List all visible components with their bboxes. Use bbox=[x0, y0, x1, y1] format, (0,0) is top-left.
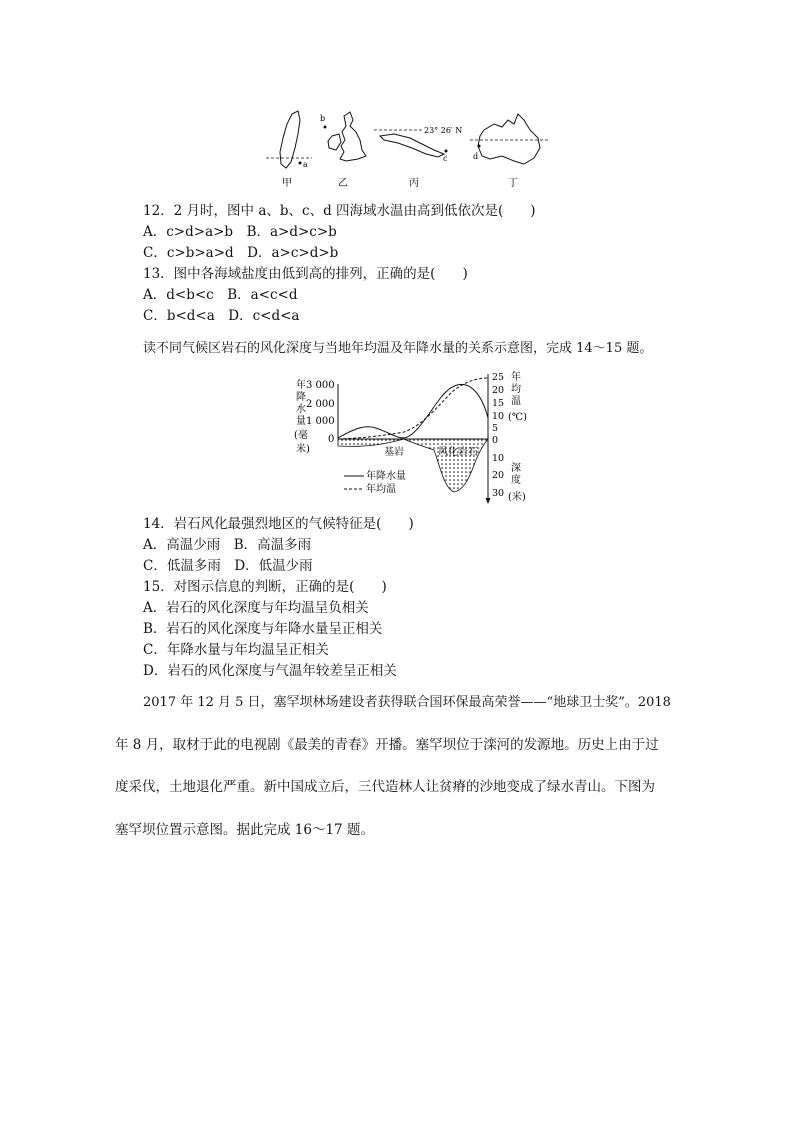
passage-line-3: 度采伐，土地退化严重。新中国成立后，三代造林人让贫瘠的沙地变成了绿水青山。下图为 bbox=[115, 779, 655, 795]
map-label-bing: 丙 bbox=[409, 178, 419, 189]
svg-text:度: 度 bbox=[511, 475, 521, 486]
q15-option-d: D．岩石的风化深度与气温年较差呈正相关 bbox=[143, 663, 397, 679]
weathering-diagram bbox=[292, 366, 532, 512]
label-weathered-rock: 风化岩石 bbox=[438, 447, 478, 458]
left-tick-2000: 2 000 bbox=[306, 399, 335, 410]
q15-option-b: B．岩石的风化深度与年降水量呈正相关 bbox=[143, 621, 383, 637]
right-depth-20: 20 bbox=[492, 470, 505, 481]
q15-stem: 15．对图示信息的判断，正确的是( ) bbox=[143, 579, 387, 595]
svg-text:(毫: (毫 bbox=[294, 430, 308, 441]
right-depth-30: 30 bbox=[492, 488, 505, 499]
passage-line-1: 2017 年 12 月 5 日，塞罕坝林场建设者获得联合国环保最高荣誉——“地球卫士奖”。2018 bbox=[143, 695, 671, 710]
svg-text:(米): (米) bbox=[508, 492, 526, 503]
legend-temperature: 年均温 bbox=[366, 484, 396, 495]
map-british-isles bbox=[320, 112, 366, 161]
q14-stem: 14．岩石风化最强烈地区的气候特征是( ) bbox=[143, 516, 414, 532]
right-tick-10: 10 bbox=[492, 411, 505, 422]
right-tick-15: 15 bbox=[492, 398, 505, 409]
svg-text:米): 米) bbox=[296, 444, 310, 455]
q14-options-2: C．低温多雨 D．低温少雨 bbox=[143, 558, 313, 574]
passage-line-4: 塞罕坝位置示意图。据此完成 16～17 题。 bbox=[115, 822, 374, 838]
label-bedrock: 基岩 bbox=[384, 447, 404, 458]
point-a: a bbox=[303, 160, 308, 169]
map-cuba bbox=[374, 126, 462, 163]
right-depth-10: 10 bbox=[492, 453, 505, 464]
temperature-curve bbox=[338, 378, 488, 439]
q12-options-2: C．c>b>a>d D．a>c>d>b bbox=[143, 245, 339, 261]
map-label-ding: 丁 bbox=[508, 178, 518, 189]
q13-options-2: C．b<d<a D．c<d<a bbox=[143, 308, 300, 324]
legend-precipitation: 年降水量 bbox=[366, 471, 406, 482]
right-top-title bbox=[508, 370, 527, 423]
right-tick-0: 0 bbox=[492, 435, 499, 446]
q13-stem: 13．图中各海域盐度由低到高的排列，正确的是( ) bbox=[143, 266, 468, 282]
map-label-yi: 乙 bbox=[338, 178, 348, 189]
q15-option-a: A．岩石的风化深度与年均温呈负相关 bbox=[143, 600, 369, 616]
intro-14-15: 读不同气候区岩石的风化深度与当地年均温及年降水量的关系示意图，完成 14～15 题。 bbox=[143, 341, 653, 356]
latitude-label: 23° 26′ N bbox=[424, 126, 463, 135]
passage-line-2: 年 8 月，取材于此的电视剧《最美的青春》开播。塞罕坝位于滦河的发源地。历史上由于过 bbox=[115, 737, 659, 753]
left-tick-1000: 1 000 bbox=[306, 416, 335, 427]
svg-text:均: 均 bbox=[511, 384, 521, 395]
left-tick-0: 0 bbox=[328, 434, 335, 445]
q14-options-1: A．高温少雨 B．高温多雨 bbox=[143, 537, 312, 553]
svg-text:(℃): (℃) bbox=[508, 412, 527, 423]
svg-text:温: 温 bbox=[511, 396, 521, 407]
point-d: d bbox=[473, 152, 479, 161]
map-australia bbox=[470, 114, 550, 164]
right-tick-25: 25 bbox=[492, 372, 505, 383]
right-bottom-title bbox=[508, 462, 526, 503]
q12-options-1: A．c>d>a>b B．a>d>c>b bbox=[143, 224, 337, 240]
right-tick-20: 20 bbox=[492, 385, 505, 396]
maps-figure bbox=[262, 106, 552, 192]
point-c: c bbox=[443, 154, 448, 163]
q13-options-1: A．d<b<c B．a<c<d bbox=[143, 287, 298, 303]
svg-text:降: 降 bbox=[296, 392, 306, 403]
svg-text:量: 量 bbox=[296, 416, 306, 427]
q12-stem: 12．2 月时，图中 a、b、c、d 四海域水温由高到低依次是( ) bbox=[143, 203, 536, 219]
svg-text:年: 年 bbox=[511, 372, 521, 383]
svg-text:深: 深 bbox=[511, 463, 521, 474]
point-b: b bbox=[320, 114, 326, 123]
svg-text:年: 年 bbox=[296, 380, 306, 391]
right-tick-5: 5 bbox=[492, 423, 499, 434]
map-label-jia: 甲 bbox=[282, 178, 292, 189]
precipitation-curve bbox=[338, 384, 488, 438]
svg-text:水: 水 bbox=[296, 404, 306, 415]
map-madagascar bbox=[266, 111, 312, 169]
q15-option-c: C．年降水量与年均温呈正相关 bbox=[143, 642, 329, 658]
left-tick-3000: 3 000 bbox=[306, 380, 335, 391]
